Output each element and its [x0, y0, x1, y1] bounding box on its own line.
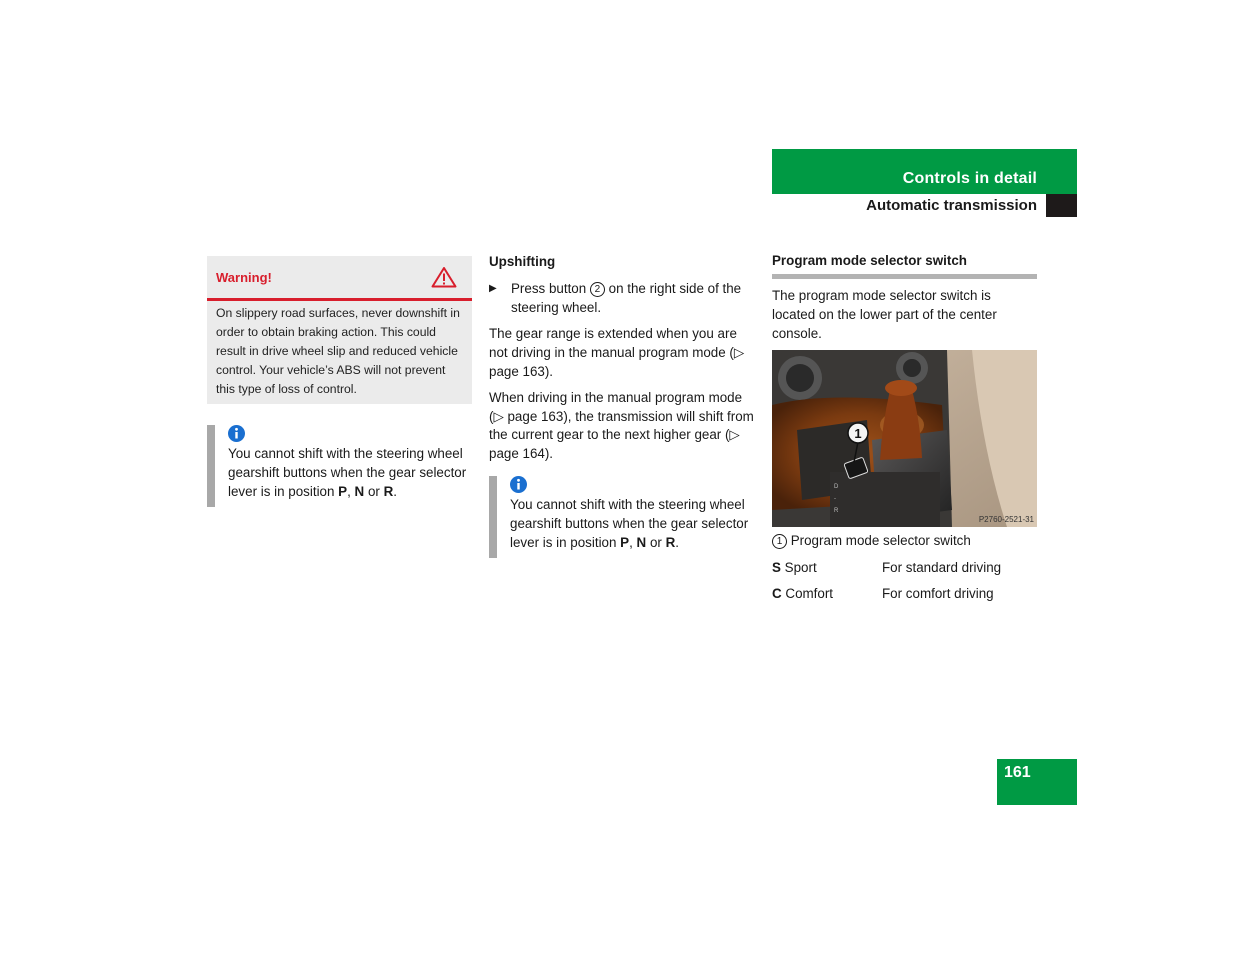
instruction-text: on the right side of the steering wheel. [511, 280, 742, 315]
gear-position-r: R [383, 483, 394, 499]
page-number-box [997, 759, 1077, 805]
caption-number-badge: 1 [772, 534, 787, 549]
info-note-text [228, 445, 472, 501]
mode-name: Comfort [781, 586, 834, 601]
program-mode-intro: The program mode selector switch is located on the lower part of the center console. [772, 288, 997, 341]
mode-description: For standard driving [882, 560, 1002, 575]
info-note-text-part: You cannot shift with the steering wheel gearshift buttons when the gear selector lever is in position [228, 446, 467, 499]
page-number: 161 [1004, 764, 1031, 781]
separator: or [364, 483, 384, 499]
instruction-text: Press button [511, 280, 590, 296]
separator: or [646, 534, 666, 550]
warning-text: On slippery road surfaces, never downshift in order to obtain braking action. This could result in drive wheel slip and reduced vehicle control. Your vehicle’s ABS will not prevent this type of loss of control. [216, 306, 460, 396]
separator: , [347, 483, 355, 499]
button-number-badge: 2 [590, 282, 605, 297]
info-note [207, 425, 472, 507]
bullet-arrow-icon: ▶ [489, 282, 497, 294]
gear-position-p: P [620, 534, 630, 550]
info-note-text [510, 496, 754, 552]
period: . [675, 534, 679, 550]
upshifting-section [489, 253, 754, 471]
mode-label [772, 585, 833, 604]
mode-description: For comfort driving [882, 586, 994, 601]
svg-text:R: R [834, 508, 839, 514]
photo-callout-number: 1 [854, 426, 862, 441]
mode-label [772, 559, 817, 578]
warning-triangle-icon [431, 266, 457, 293]
gear-position-n: N [636, 534, 647, 550]
info-icon [228, 425, 245, 447]
instruction-bullet [489, 280, 754, 318]
mode-key: S [772, 560, 781, 575]
info-note-text-part: You cannot shift with the steering wheel gearshift buttons when the gear selector lever is in position [510, 497, 749, 550]
svg-text:D: D [834, 484, 839, 490]
gear-position-r: R [665, 534, 676, 550]
separator: , [629, 534, 637, 550]
caption-text: Program mode selector switch [787, 533, 971, 548]
center-console-photo [772, 350, 1037, 527]
svg-text:-: - [834, 496, 836, 502]
info-note [489, 476, 754, 558]
header-tab-marker [1046, 194, 1077, 217]
info-icon [510, 476, 527, 498]
manual-mode-paragraph: When driving in the manual program mode (▷ page 163), the transmission will shift from the current gear to the next higher gear (▷ page 164). [489, 389, 754, 462]
photo-reference-code: P2760-2521-31 [978, 515, 1034, 524]
upshifting-heading: Upshifting [489, 254, 556, 269]
mode-key: C [772, 586, 782, 601]
section-title: Controls in detail [902, 170, 1037, 187]
warning-label: Warning! [216, 270, 272, 285]
gear-position-p: P [338, 483, 348, 499]
warning-box [207, 256, 472, 404]
mode-name: Sport [780, 560, 817, 575]
warning-header [207, 256, 472, 301]
subsection-title: Automatic transmission [866, 197, 1037, 214]
gear-range-paragraph: The gear range is extended when you are not driving in the manual program mode (▷ page 163). [489, 326, 745, 379]
program-mode-heading: Program mode selector switch [772, 253, 1037, 279]
period: . [393, 483, 397, 499]
gear-position-n: N [354, 483, 365, 499]
section-header-bar [772, 149, 1077, 194]
photo-caption [772, 532, 1037, 551]
